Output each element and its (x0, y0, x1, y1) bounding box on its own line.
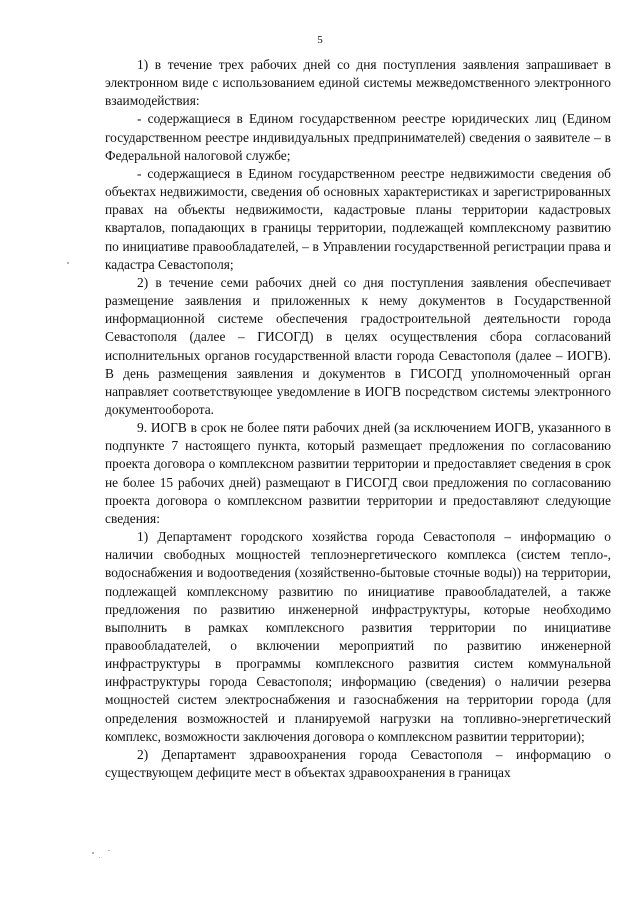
page-number: 5 (317, 34, 323, 46)
paragraph-real-estate-registry: - содержащиеся в Едином государственном реестре недвижимости сведения об объектах недвижимости, сведения об основных характеристиках и зарегистрированных правах на объекты недвижимости, кадастровые планы территории кадастровых кварталов, попадающих в границы территории, подлежащей комплексному развитию по инициативе правообладателей, – в Управлении государственной регистрации права и кадастра Севастополя; (105, 165, 611, 272)
paragraph-1-request-info: 1) в течение трех рабочих дней со дня поступления заявления запрашивает в электронном виде с использованием единой системы межведомственного электронного взаимодействия: (105, 57, 611, 109)
scan-speck (92, 852, 94, 854)
scan-speck (67, 262, 69, 264)
paragraph-urban-economy-department: 1) Департамент городского хозяйства города Севастополя – информацию о наличии свободных мощностей теплоэнергетического комплекса (систем тепло-, водоснабжения и водоотведения (хозяйственно-бытовые сточные воды)) на территории, подлежащей комплексному развитию по инициативе правообладателей, а также предложения по развитию инженерной инфраструктуры, которые необходимо выполнить в рамках комплексного развития территории по инициативе правообладателей, о включении мероприятий по развитию инженерной инфраструктуры в программы комплексного развития систем коммунальной инфраструктуры города Севастополя; информацию (сведения) о наличии резерва мощностей систем электроснабжения и газоснабжения на территории города (для определения возможностей и планируемой нагрузки на топливно-энергетический комплекс, возможности заключения договора о комплексном развитии территории); (105, 529, 611, 744)
paragraph-legal-entities-registry: - содержащиеся в Едином государственном реестре юридических лиц (Едином государственном реестре индивидуальных предпринимателей) сведения о заявителе – в Федеральной налоговой службе; (105, 111, 611, 163)
paragraph-2-gisogd-placement: 2) в течение семи рабочих дней со дня поступления заявления обеспечивает размещение заявления и приложенных к нему документов в Государственной информационной системе обеспечения градостроительной деятельности города Севастополя (далее – ГИСОГД) в целях осуществления сбора согласований исполнительных органов государственной власти города Севастополя (далее – ИОГВ). В день размещения заявления и документов в ГИСОГД уполномоченный орган направляет соответствующее уведомление в ИОГВ посредством системы электронного документооборота. (105, 274, 611, 417)
document-body (105, 56, 611, 782)
paragraph-health-department: 2) Департамент здравоохранения города Севастополя – информацию о существующем дефиците мест в объектах здравоохранения в границах (105, 746, 611, 781)
paragraph-9-iogv-proposals: 9. ИОГВ в срок не более пяти рабочих дней (за исключением ИОГВ, указанного в подпункте 7 настоящего пункта, который размещает предложения по согласованию проекта договора о комплексном развитии территории и предоставляет сведения в срок не более 15 рабочих дней) размещают в ГИСОГД свои предложения по согласованию проекта договора о комплексном развитии территории и предоставляют следующие сведения: (105, 420, 611, 526)
scan-speck (108, 850, 110, 851)
scan-speck (99, 857, 100, 858)
